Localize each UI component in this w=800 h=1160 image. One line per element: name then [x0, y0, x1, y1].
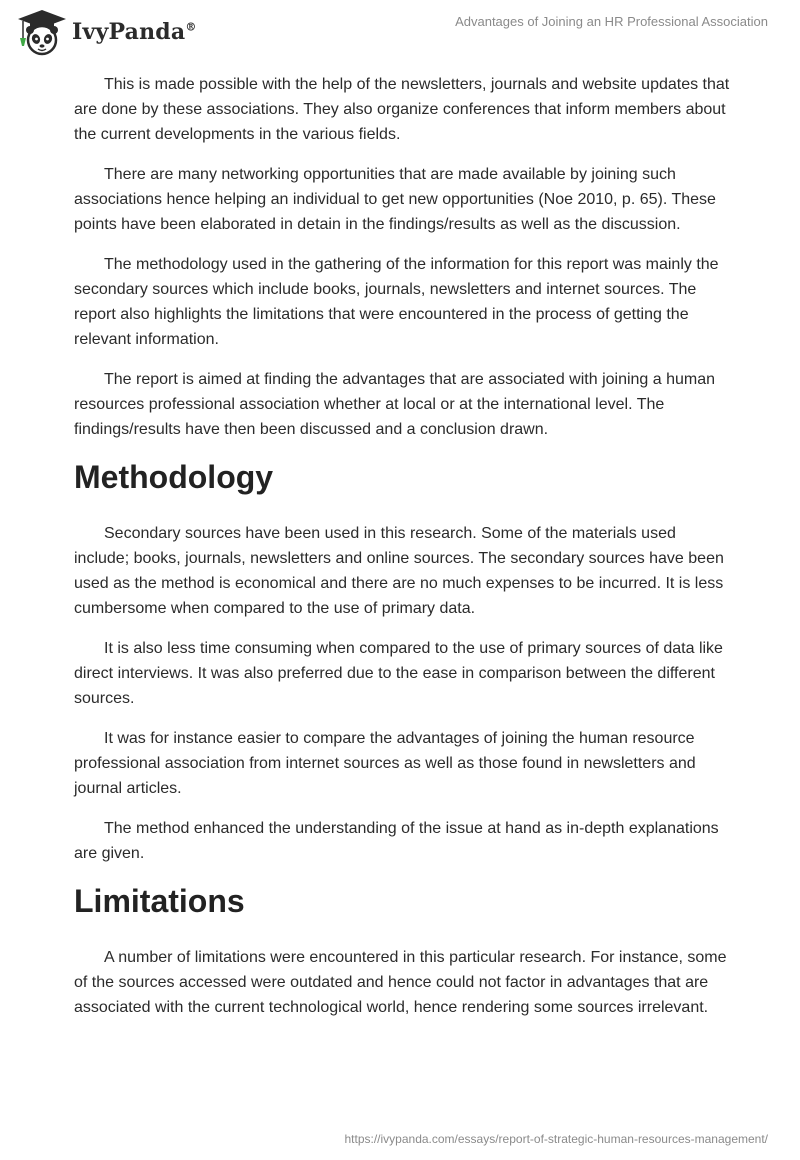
page-header [0, 0, 800, 60]
paragraph: It is also less time consuming when compared to the use of primary sources of data like direct interviews. It was also preferred due to the ease in comparison between the different sources. [74, 640, 723, 707]
paragraph: It was for instance easier to compare the advantages of joining the human resource professional association from internet sources as well as those found in newsletters and journal articles. [74, 730, 696, 797]
paragraph: Secondary sources have been used in this research. Some of the materials used include; books, journals, newsletters and online sources. The secondary sources have been used as the method is economical and there are no much expenses to be incurred. It is less cumbersome when compared to the use of primary data. [74, 525, 724, 617]
document-title: Advantages of Joining an HR Professional Association [455, 14, 768, 29]
paragraph: The method enhanced the understanding of the issue at hand as in-depth explanations are given. [74, 820, 719, 862]
paragraph: This is made possible with the help of the newsletters, journals and website updates that are done by these associations. They also organize conferences that inform members about the current developments in the various fields. [74, 76, 730, 143]
paragraph: The report is aimed at finding the advantages that are associated with joining a human resources professional association whether at local or at the international level. The findings/results have then been discussed and a conclusion drawn. [74, 371, 716, 438]
methodology-heading: Methodology [74, 459, 274, 495]
paragraph: A number of limitations were encountered in this particular research. For instance, some of the sources accessed were outdated and hence could not factor in advantages that are associated with the current technological world, hence rendering some sources irrelevant. [74, 949, 727, 1016]
paragraph: The methodology used in the gathering of the information for this report was mainly the secondary sources which include books, journals, newsletters and internet sources. The report also highlights the limitations that were encountered in the process of getting the relevant information. [74, 256, 719, 348]
logo[interactable] [14, 8, 197, 56]
essay-content [74, 72, 734, 1035]
panda-graduate-icon [14, 8, 70, 56]
limitations-heading: Limitations [74, 883, 245, 919]
paragraph: There are many networking opportunities that are made available by joining such associations hence helping an individual to get new opportunities (Noe 2010, p. 65). These points have been elaborated in detain in the findings/results as well as the discussion. [74, 166, 716, 233]
logo-text: IvyPanda® [72, 19, 197, 45]
source-url[interactable]: https://ivypanda.com/essays/report-of-strategic-human-resources-management/ [344, 1132, 768, 1146]
